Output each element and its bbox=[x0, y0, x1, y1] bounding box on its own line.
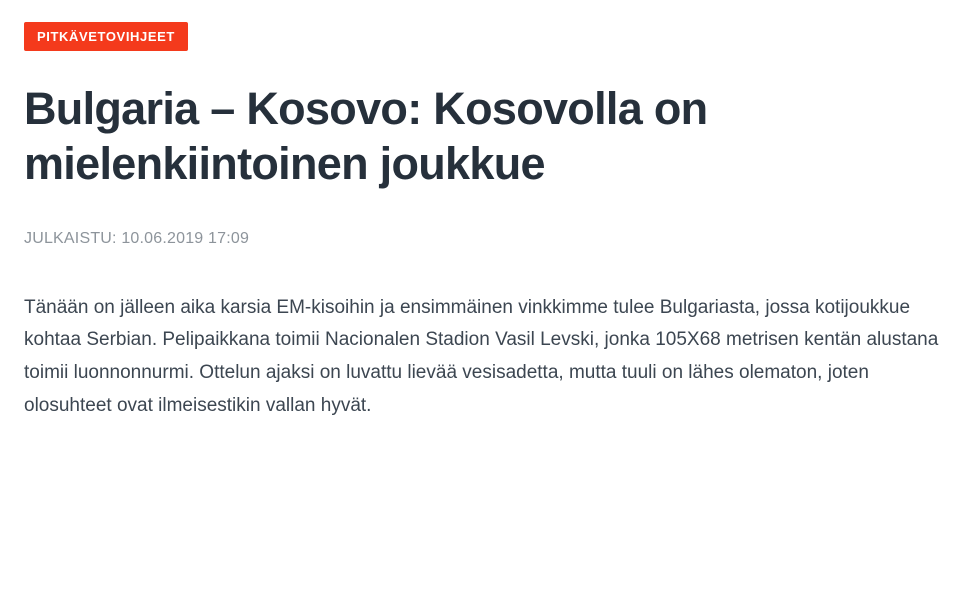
article-paragraph: Tänään on jälleen aika karsia EM-kisoihin ja ensimmäinen vinkkimme tulee Bulgariasta, jossa kotijoukkue kohtaa Serbian. Pelipaikkana toimii Nacionalen Stadion Vasil Levski, jonka 105X68 metrisen kentän alustana toimii luonnonnurmi. Ottelun ajaksi on luvattu lievää vesisadetta, mutta tuuli on lähes olematon, joten olosuhteet ovat ilmeisestikin vallan hyvät. bbox=[24, 296, 939, 416]
category-badge[interactable]: PITKÄVETOVIHJEET bbox=[24, 22, 188, 51]
published-timestamp: JULKAISTU: 10.06.2019 17:09 bbox=[24, 229, 250, 247]
article-body bbox=[24, 292, 956, 423]
page-title: Bulgaria – Kosovo: Kosovolla on mielenkiintoinen joukkue bbox=[24, 83, 708, 189]
